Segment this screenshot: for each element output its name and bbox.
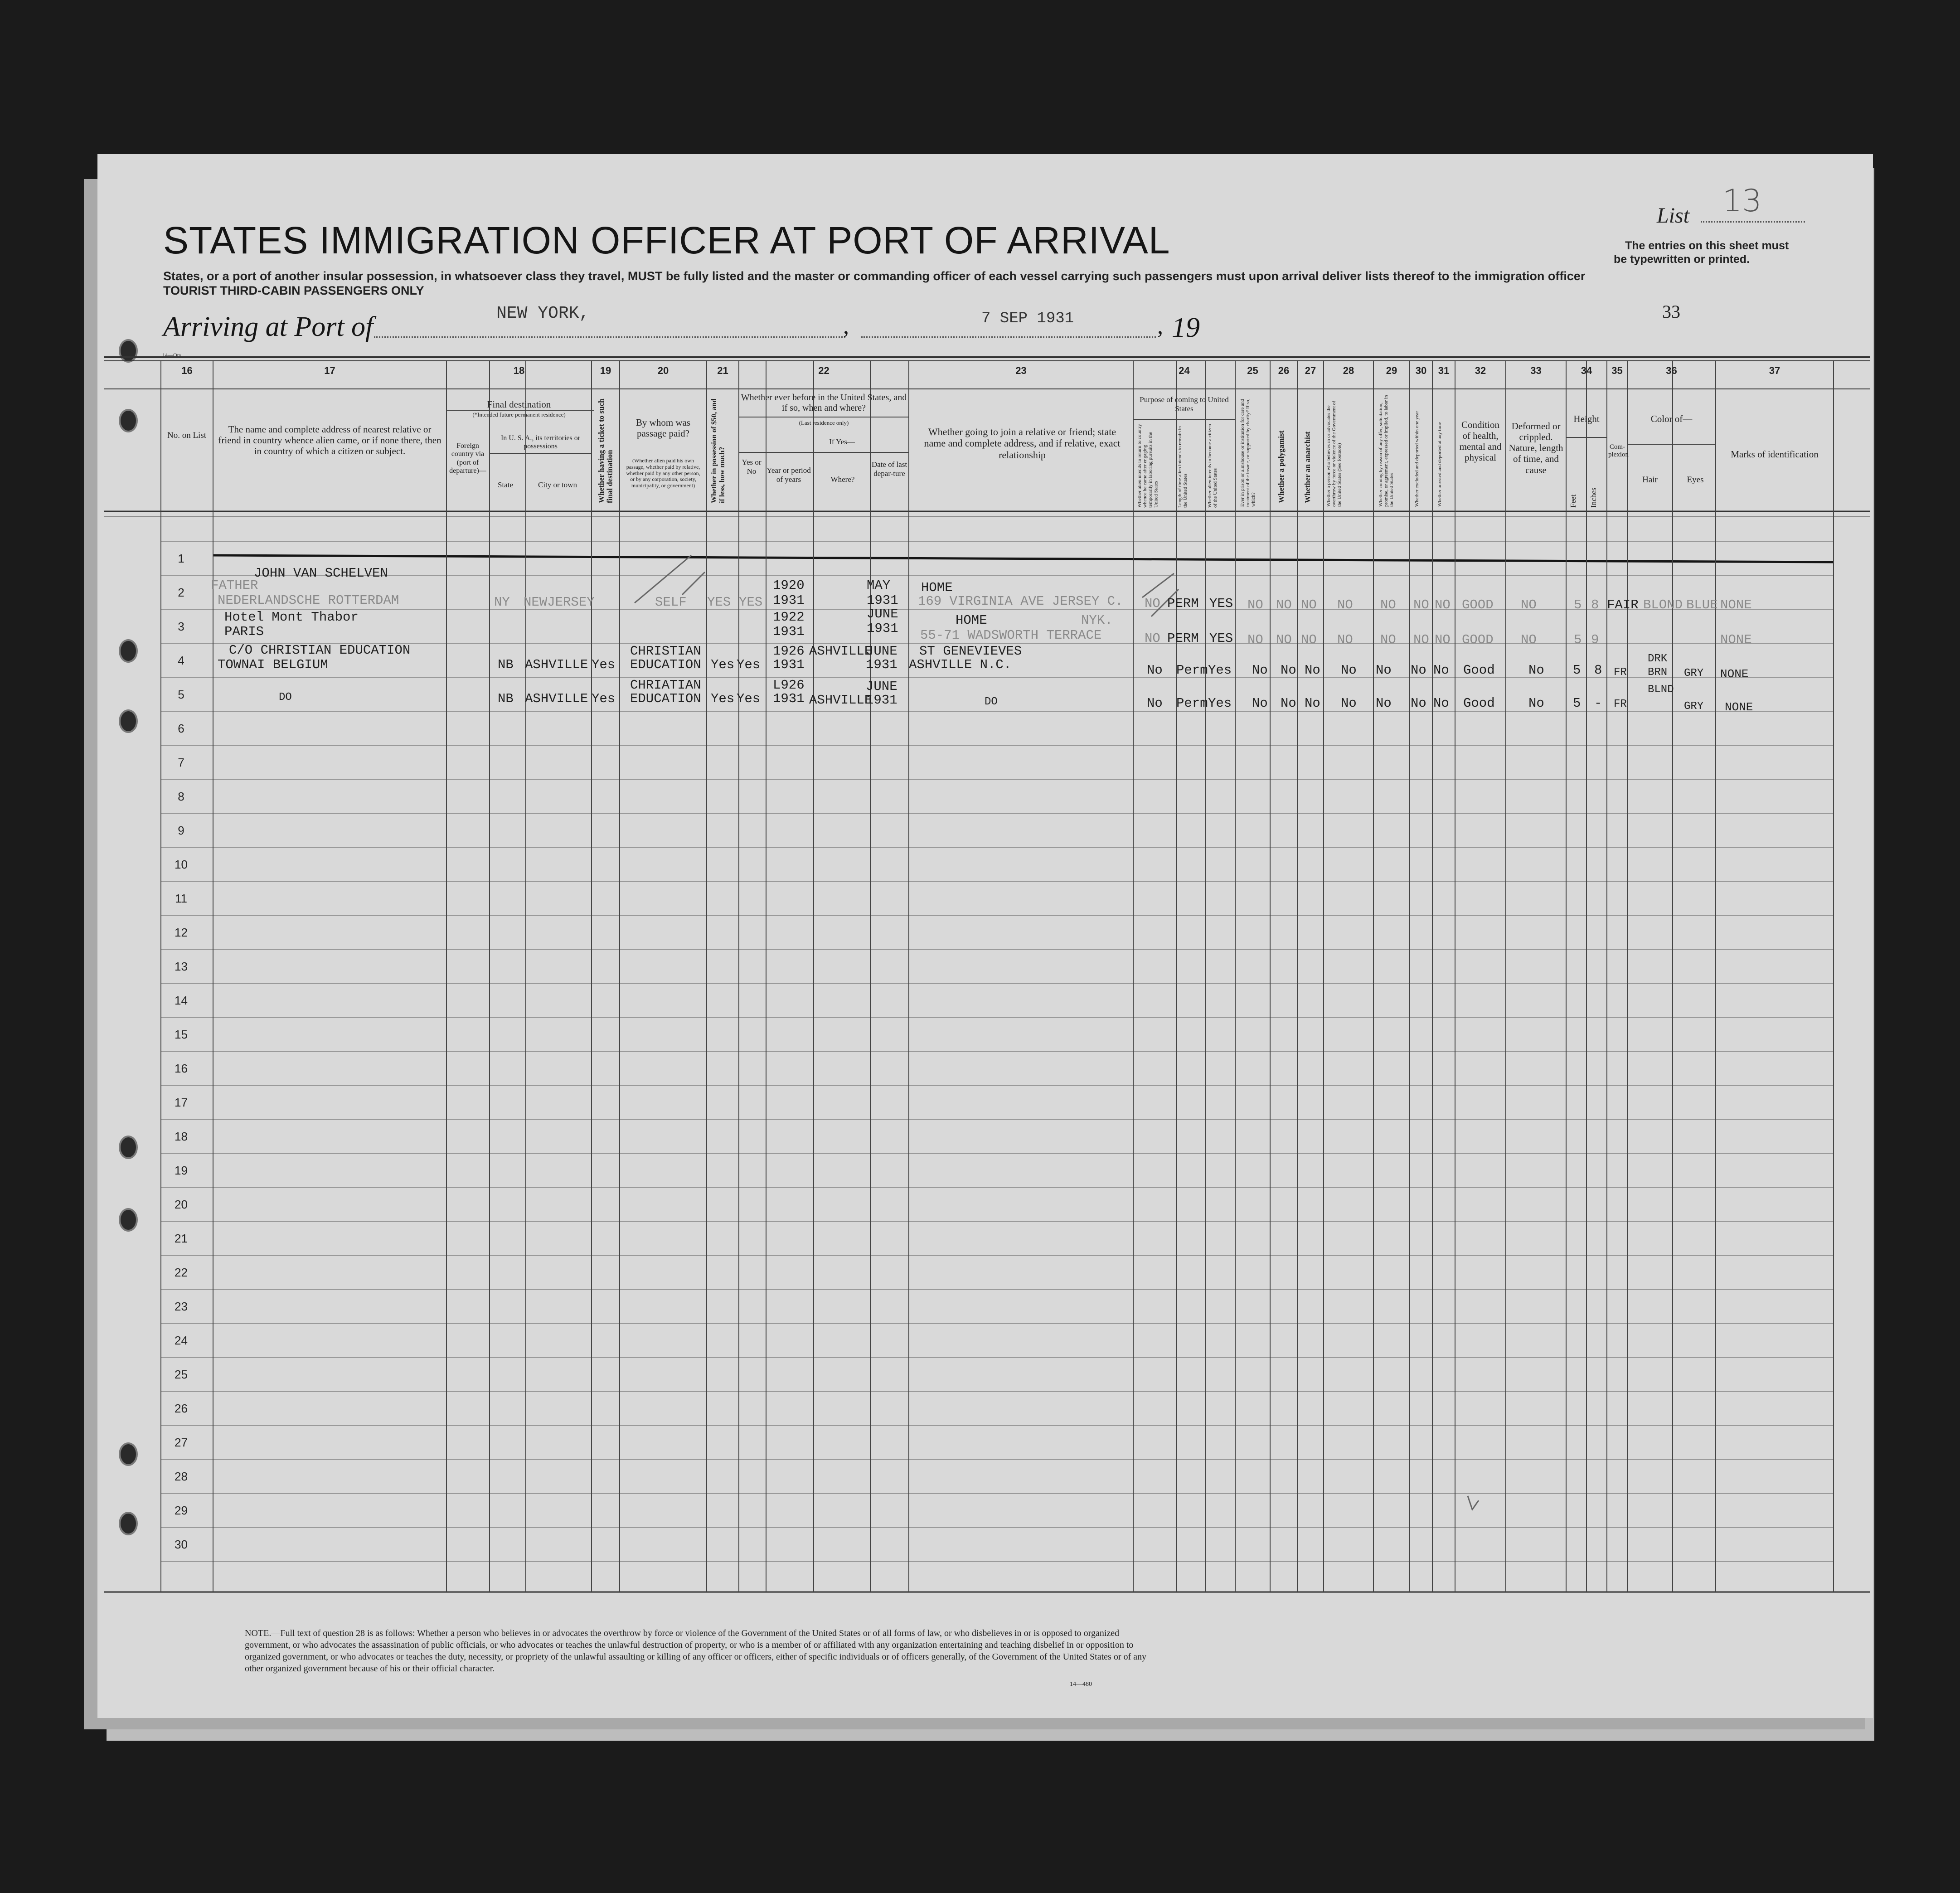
hdr-height: Height bbox=[1573, 413, 1600, 424]
ghost-eyes: BLUE bbox=[1686, 597, 1718, 612]
hair-entry: BLND bbox=[1648, 684, 1674, 696]
row-number: 13 bbox=[175, 960, 188, 973]
ditto-entry: DO bbox=[279, 691, 292, 704]
row-number: 30 bbox=[175, 1538, 188, 1551]
row-number: 23 bbox=[175, 1300, 188, 1313]
paid-entry: CHRIATIAN bbox=[630, 678, 701, 693]
col-number: 16 bbox=[181, 365, 193, 376]
state-entry: NB bbox=[498, 691, 514, 706]
ghost-no: NO bbox=[1337, 597, 1353, 612]
row-number: 29 bbox=[175, 1504, 188, 1517]
year-prefix: 19 bbox=[1172, 312, 1200, 343]
hdr-yes-no: Yes or No bbox=[742, 458, 762, 476]
hdr-purpose-a: Whether alien intends to return to country whence he came after engaging temporarily in laboring pursuits in the United States bbox=[1137, 424, 1159, 508]
ghost-marks: NONE bbox=[1720, 597, 1752, 612]
no-entry: No bbox=[1411, 663, 1426, 678]
year-entry: 1931 bbox=[773, 657, 805, 672]
hdr-feet: Feet bbox=[1569, 494, 1577, 508]
date-entry: 1931 bbox=[866, 657, 898, 672]
col-number: 17 bbox=[324, 365, 335, 376]
hdr-eyes: Eyes bbox=[1687, 475, 1704, 485]
col-number: 37 bbox=[1769, 365, 1780, 376]
no-entry: No bbox=[1433, 696, 1449, 711]
join-entry: HOME bbox=[956, 613, 987, 628]
year-entry: 1931 bbox=[773, 624, 805, 639]
port-value: NEW YORK, bbox=[496, 304, 590, 323]
no-entry: No bbox=[1252, 696, 1268, 711]
hdr-no-on-list: No. on List bbox=[167, 431, 207, 440]
year-entry: L926 bbox=[773, 678, 805, 693]
ghost-purpose: NO bbox=[1145, 631, 1160, 646]
hdr-inches: Inches bbox=[1589, 487, 1598, 508]
hdr-purpose-c: Whether alien intends to become a citizen of the United States bbox=[1207, 424, 1218, 508]
purpose-entry: No bbox=[1147, 696, 1163, 711]
citizen-entry: YES bbox=[1209, 631, 1233, 646]
ghost-no: NO bbox=[1301, 597, 1317, 612]
col-number: 26 bbox=[1278, 365, 1290, 376]
hdr-final-destination-note: (*Intended future permanent residence) bbox=[472, 411, 566, 418]
row-number: 5 bbox=[178, 688, 184, 701]
hair-entry: BRN bbox=[1648, 666, 1668, 679]
form-title: STATES IMMIGRATION OFFICER AT PORT OF ARRIVAL bbox=[163, 219, 1170, 262]
hair-entry: DRK bbox=[1648, 653, 1668, 665]
state-entry: NB bbox=[498, 657, 514, 672]
eyes-entry: GRY bbox=[1684, 700, 1704, 713]
row-number: 22 bbox=[175, 1266, 188, 1279]
row-number: 21 bbox=[175, 1232, 188, 1245]
col-number: 28 bbox=[1343, 365, 1354, 376]
complexion-entry: FR bbox=[1614, 698, 1627, 710]
hdr-passage-paid: By whom was passage paid? bbox=[636, 417, 691, 439]
hdr-fifty-dollars: Whether in possession of $50, and if less, how much? bbox=[710, 398, 726, 503]
hdr-relative-address: The name and complete address of nearest relative or friend in country whence alien came, or if none there, then in country of which a citizen or subject. bbox=[218, 424, 441, 457]
hdr-polygamist: Whether a polygamist bbox=[1277, 430, 1286, 503]
where-entry: ASHVILLE bbox=[809, 693, 873, 708]
no-entry: No bbox=[1376, 696, 1392, 711]
citizen-entry: Yes bbox=[1208, 696, 1232, 711]
no-entry: No bbox=[1305, 696, 1320, 711]
ghost-deformed: NO bbox=[1521, 632, 1537, 647]
length-entry: Perm bbox=[1176, 696, 1208, 711]
no-entry: No bbox=[1376, 663, 1392, 678]
row-number: 16 bbox=[175, 1062, 188, 1075]
row-number: 25 bbox=[175, 1368, 188, 1381]
ghost-join-address: 169 VIRGINIA AVE JERSEY C. bbox=[918, 594, 1123, 609]
join-entry: ST GENEVIEVES bbox=[919, 644, 1022, 659]
no-entry: No bbox=[1252, 663, 1268, 678]
row-number: 27 bbox=[175, 1436, 188, 1449]
yes-no-entry: Yes bbox=[737, 691, 761, 706]
ghost-no: NO bbox=[1413, 632, 1429, 647]
form-instruction: States, or a port of another insular possession, in whatsoever class they travel, MUST be fully listed and the master or commanding officer of each vessel carrying such passengers must upon arrival deliver lists thereof to the immigration officer bbox=[163, 269, 1586, 283]
year-entry: 1920 bbox=[773, 578, 805, 593]
col-number: 34 bbox=[1581, 365, 1592, 376]
hdr-before-in-us-note: (Last residence only) bbox=[799, 419, 849, 426]
eyes-entry: GRY bbox=[1684, 667, 1704, 680]
row-number: 20 bbox=[175, 1198, 188, 1211]
ghost-fifty: YES bbox=[707, 595, 731, 610]
ghost-marks: NONE bbox=[1720, 632, 1752, 647]
row-number: 2 bbox=[178, 586, 184, 599]
passenger-class: TOURIST THIRD-CABIN PASSENGERS ONLY bbox=[163, 284, 424, 297]
col-number: 31 bbox=[1438, 365, 1450, 376]
row-number: 10 bbox=[175, 858, 188, 871]
row-number: 17 bbox=[175, 1096, 188, 1109]
footnote: NOTE.—Full text of question 28 is as follows: Whether a person who believes in or advocates the overthrow by force or violence of the Government of the United States or of all forms of law, or who disbelieves in or is opposed to organized government, or who advocates the assassination of public officials, or who advocates or teaches the unlawful destruction of property, or who is a member of or affiliated with any organization entertaining and teaching disbelief in or opposition to organized government, or who advocates or teaches the duty, necessity, or propriety of the unlawful assaulting or killing of any officer or officers, either of specific individuals or of officers generally, of the Government of the United States or of any other organized government because of his or their official character. bbox=[245, 1628, 1147, 1674]
comma: , bbox=[843, 313, 849, 339]
form-mark: 14—Ors bbox=[162, 352, 181, 358]
hdr-marks: Marks of identification bbox=[1731, 449, 1819, 460]
marks-entry: NONE bbox=[1725, 700, 1753, 714]
inches-entry: 8 bbox=[1594, 663, 1602, 678]
join-entry: ASHVILLE N.C. bbox=[909, 657, 1012, 672]
length-entry: PERM bbox=[1167, 596, 1199, 611]
ghost-health: GOOD bbox=[1462, 632, 1494, 647]
ghost-no: NO bbox=[1435, 632, 1451, 647]
hdr-prison: Ever in prison or almshouse or institution for care and treatment of the insane, or supported by charity? If so, which? bbox=[1240, 398, 1257, 507]
row-number: 24 bbox=[175, 1334, 188, 1347]
yes-no-entry: Yes bbox=[737, 657, 761, 672]
ghost-no: NO bbox=[1247, 632, 1263, 647]
ghost-health: GOOD bbox=[1462, 597, 1494, 612]
page-number: 33 bbox=[1662, 301, 1680, 322]
no-entry: No bbox=[1281, 696, 1296, 711]
hdr-state: State bbox=[498, 481, 513, 489]
date-entry: JUNE bbox=[866, 679, 898, 694]
length-entry: Perm bbox=[1176, 663, 1208, 678]
hdr-complexion: Com-plexion bbox=[1608, 443, 1629, 459]
row-number: 14 bbox=[175, 994, 188, 1007]
purpose-entry: No bbox=[1147, 663, 1163, 678]
arriving-label: Arriving at Port of bbox=[163, 311, 374, 342]
feet-entry: 5 bbox=[1573, 696, 1581, 711]
year-entry: 1922 bbox=[773, 610, 805, 625]
hdr-deformed: Deformed or crippled. Nature, length of time, and cause bbox=[1509, 421, 1563, 476]
ghost-join-city: NYK. bbox=[1081, 613, 1113, 628]
col-number: 18 bbox=[513, 365, 525, 376]
relative-city: PARIS bbox=[224, 624, 264, 639]
no-entry: No bbox=[1341, 663, 1357, 678]
relative-address: TOWNAI BELGIUM bbox=[218, 657, 328, 672]
ghost-no: NO bbox=[1413, 597, 1429, 612]
col-number: 20 bbox=[657, 365, 669, 376]
col-number: 30 bbox=[1415, 365, 1427, 376]
no-entry: No bbox=[1411, 696, 1426, 711]
ghost-no: NO bbox=[1247, 597, 1263, 612]
col-number: 27 bbox=[1305, 365, 1316, 376]
date-entry: MAY bbox=[867, 578, 891, 593]
row-number: 12 bbox=[175, 926, 188, 939]
hdr-where: Where? bbox=[830, 475, 855, 484]
hdr-color-of: Color of— bbox=[1650, 413, 1693, 424]
row-number: 8 bbox=[178, 790, 184, 803]
col-number: 33 bbox=[1530, 365, 1542, 376]
ghost-dest-state: NY bbox=[494, 595, 510, 610]
year-entry: 1931 bbox=[773, 593, 805, 608]
ghost-paid: SELF bbox=[655, 595, 687, 610]
ghost-relative-address: NEDERLANDSCHE ROTTERDAM bbox=[218, 593, 399, 608]
paid-entry: EDUCATION bbox=[630, 657, 701, 672]
length-entry: PERM bbox=[1167, 631, 1199, 646]
hdr-excluded: Whether excluded and deported within one year bbox=[1414, 411, 1420, 507]
hdr-deported: Whether arrested and deported at any time bbox=[1437, 422, 1442, 507]
complexion-entry: FAIR bbox=[1607, 597, 1639, 612]
row-number: 26 bbox=[175, 1402, 188, 1415]
city-entry: ASHVILLE bbox=[525, 691, 588, 706]
hdr-if-yes: If Yes— bbox=[829, 437, 855, 446]
hdr-purpose: Purpose of coming to United States bbox=[1140, 395, 1229, 413]
name-entry: JOHN VAN SCHELVEN bbox=[254, 566, 388, 581]
hdr-passage-paid-note: (Whether alien paid his own passage, whether paid by relative, whether paid by any other person, or by any corporation, society, municipality, or government) bbox=[626, 457, 700, 489]
date-entry: 1931 bbox=[866, 693, 898, 708]
marks-entry: NONE bbox=[1720, 667, 1749, 681]
hdr-labor-offer: Whether coming by reason of any offer, solicitation, promise, or agreement, expressed or implied, to labor in the United States bbox=[1378, 395, 1395, 507]
ghost-hair: BLOND bbox=[1643, 597, 1683, 612]
health-entry: Good bbox=[1463, 696, 1495, 711]
city-entry: ASHVILLE bbox=[525, 657, 588, 672]
row-number: 1 bbox=[178, 552, 184, 565]
row-number: 6 bbox=[178, 722, 184, 735]
footer-form-number: 14—480 bbox=[1070, 1681, 1092, 1688]
ghost-inches: 9 bbox=[1591, 632, 1599, 647]
col-number: 22 bbox=[818, 365, 830, 376]
hdr-hair: Hair bbox=[1642, 475, 1658, 485]
hdr-in-usa: In U. S. A., its territories or possessions bbox=[500, 434, 581, 451]
col-number: 21 bbox=[717, 365, 728, 376]
deformed-entry: No bbox=[1528, 696, 1544, 711]
ghost-no: NO bbox=[1301, 632, 1317, 647]
date-entry: JUNE bbox=[866, 644, 898, 659]
comma: , bbox=[1157, 313, 1163, 339]
row-number: 3 bbox=[178, 620, 184, 633]
ghost-feet: 5 bbox=[1574, 632, 1582, 647]
typed-note: The entries on this sheet must bbox=[1625, 239, 1789, 252]
relative-address: C/O CHRISTIAN EDUCATION bbox=[229, 643, 411, 658]
hdr-final-destination: Final destination bbox=[487, 399, 551, 410]
ghost-no: NO bbox=[1435, 597, 1451, 612]
col-number: 19 bbox=[600, 365, 611, 376]
hdr-health: Condition of health, mental and physical bbox=[1459, 419, 1502, 463]
ghost-yes: YES bbox=[739, 595, 763, 610]
date-entry: 1931 bbox=[867, 621, 898, 636]
col-number: 36 bbox=[1666, 365, 1677, 376]
hdr-date-departure: Date of last depar-ture bbox=[871, 460, 907, 478]
ghost-purpose: NO bbox=[1145, 596, 1160, 611]
citizen-entry: Yes bbox=[1208, 663, 1232, 678]
row-number: 9 bbox=[178, 824, 184, 837]
paid-entry: EDUCATION bbox=[630, 691, 701, 706]
date-entry: JUNE bbox=[867, 607, 898, 621]
ghost-deformed: NO bbox=[1521, 597, 1537, 612]
ghost-no: NO bbox=[1380, 632, 1396, 647]
ghost-inches: 8 bbox=[1591, 597, 1599, 612]
ghost-relative: FATHER bbox=[211, 578, 258, 593]
row-number: 18 bbox=[175, 1130, 188, 1143]
fifty-entry: Yes bbox=[711, 691, 735, 706]
relative-address: Hotel Mont Thabor bbox=[224, 610, 359, 625]
health-entry: Good bbox=[1463, 663, 1495, 678]
ticket-entry: Yes bbox=[592, 657, 616, 672]
ditto-entry: DO bbox=[985, 696, 998, 708]
paid-entry: CHRISTIAN bbox=[630, 644, 701, 659]
no-entry: No bbox=[1281, 663, 1296, 678]
row-number: 7 bbox=[178, 756, 184, 769]
hdr-year: Year or period of years bbox=[767, 466, 811, 484]
complexion-entry: FR bbox=[1614, 666, 1627, 679]
deformed-entry: No bbox=[1528, 663, 1544, 678]
list-label: List bbox=[1657, 204, 1690, 228]
no-entry: No bbox=[1433, 663, 1449, 678]
row-number: 11 bbox=[175, 892, 187, 905]
citizen-entry: YES bbox=[1209, 596, 1233, 611]
typed-note: be typewritten or printed. bbox=[1614, 253, 1750, 266]
where-entry: ASHVILLE bbox=[809, 644, 873, 659]
arrival-date: 7 SEP 1931 bbox=[981, 310, 1074, 327]
hdr-overthrow: Whether a person who believes in or advocates the overthrow by force or violence of the Government of the United States (See footnote) bbox=[1326, 401, 1343, 507]
hdr-ticket: Whether having a ticket to such final destination bbox=[597, 398, 614, 503]
feet-entry: 5 bbox=[1573, 663, 1581, 678]
list-number: 13 bbox=[1722, 183, 1762, 219]
ghost-feet: 5 bbox=[1574, 597, 1582, 612]
no-entry: No bbox=[1341, 696, 1357, 711]
col-number: 25 bbox=[1247, 365, 1258, 376]
row-number: 15 bbox=[175, 1028, 188, 1041]
hdr-before-in-us: Whether ever before in the United States, and if so, when and where? bbox=[741, 393, 907, 413]
join-entry: HOME bbox=[921, 580, 953, 595]
fifty-entry: Yes bbox=[711, 657, 735, 672]
no-entry: No bbox=[1305, 663, 1320, 678]
date-entry: 1931 bbox=[867, 593, 898, 608]
hdr-anarchist: Whether an anarchist bbox=[1303, 431, 1312, 503]
row-number: 28 bbox=[175, 1470, 188, 1483]
hdr-going-to-join: Whether going to join a relative or friend; state name and complete address, and if relative, exact relationship bbox=[924, 426, 1121, 461]
inches-entry: - bbox=[1594, 696, 1602, 711]
ticket-entry: Yes bbox=[592, 691, 616, 706]
hdr-foreign-country: Foreign country via (port of departure)— bbox=[449, 442, 486, 475]
hdr-city: City or town bbox=[538, 481, 577, 489]
ghost-join-address: 55-71 WADSWORTH TERRACE bbox=[920, 628, 1102, 643]
col-number: 23 bbox=[1015, 365, 1027, 376]
col-number: 35 bbox=[1611, 365, 1623, 376]
ghost-dest-city: NEWJERSEY bbox=[524, 595, 595, 610]
row-number: 4 bbox=[178, 654, 184, 667]
col-number: 24 bbox=[1179, 365, 1190, 376]
ghost-no: NO bbox=[1276, 597, 1292, 612]
row-number: 19 bbox=[175, 1164, 188, 1177]
year-entry: 1931 bbox=[773, 691, 805, 706]
hdr-purpose-b: Length of time alien intends to remain in the United States bbox=[1177, 426, 1189, 508]
col-number: 29 bbox=[1386, 365, 1397, 376]
year-entry: 1926 bbox=[773, 644, 805, 659]
col-number: 32 bbox=[1475, 365, 1486, 376]
ghost-no: NO bbox=[1337, 632, 1353, 647]
ghost-no: NO bbox=[1380, 597, 1396, 612]
ghost-no: NO bbox=[1276, 632, 1292, 647]
